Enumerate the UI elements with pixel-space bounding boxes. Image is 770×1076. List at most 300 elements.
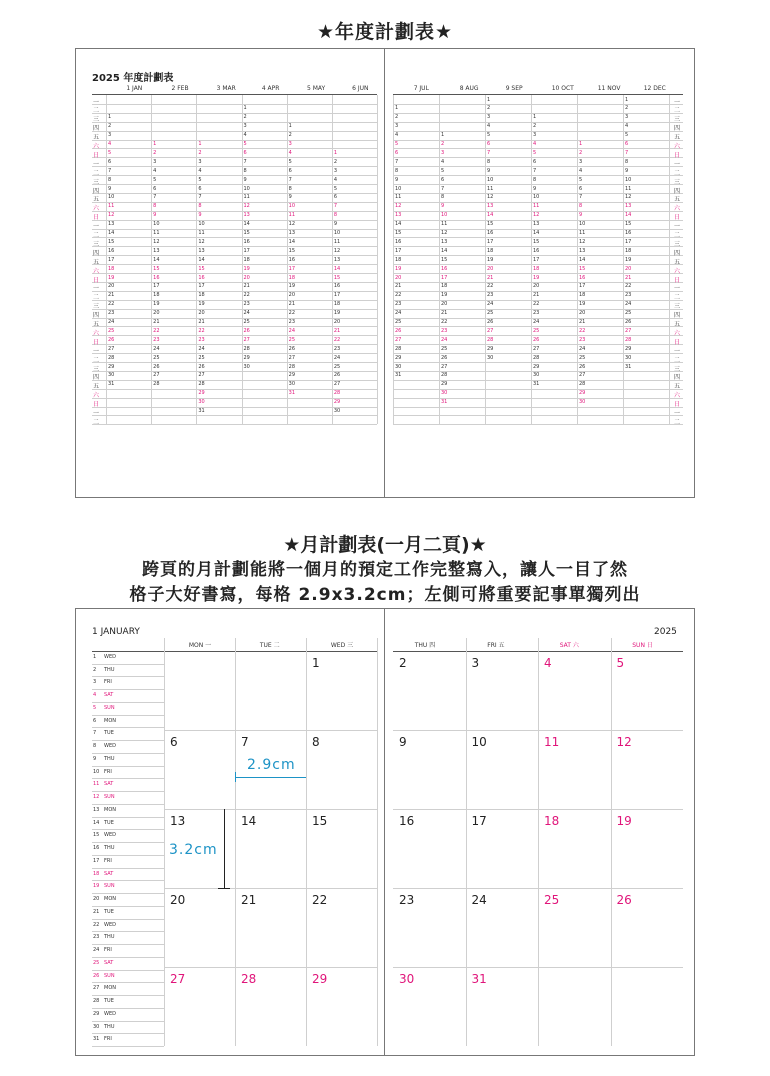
weekday-cell: 一 (674, 285, 681, 293)
side-list-day: 8 (93, 743, 97, 750)
side-list-weekday: FRI (104, 679, 112, 686)
weekday-cell: 二 (93, 418, 100, 426)
day-number: 10 (441, 212, 448, 219)
weekday-cell: 三 (93, 365, 100, 373)
day-number: 14 (487, 212, 494, 219)
day-number: 6 (395, 149, 399, 156)
weekday-cell: 六 (93, 205, 100, 213)
side-list-divider (164, 638, 165, 1046)
day-cell-number: 27 (170, 972, 186, 986)
day-number: 7 (288, 176, 292, 183)
column-rule (377, 95, 378, 424)
day-number: 5 (487, 132, 491, 139)
column-rule (151, 95, 152, 424)
day-number: 9 (441, 203, 445, 210)
day-number: 19 (333, 310, 341, 317)
side-list-weekday: SUN (104, 883, 115, 890)
side-list-day: 11 (93, 781, 100, 788)
day-number: 2 (198, 149, 202, 156)
day-number: 6 (288, 167, 292, 174)
day-number: 24 (198, 345, 205, 352)
day-number: 4 (288, 149, 292, 156)
side-list-rule (92, 919, 164, 920)
side-list-day: 20 (93, 896, 100, 903)
day-number: 31 (198, 408, 205, 414)
day-number: 26 (108, 336, 115, 343)
day-number: 21 (198, 319, 205, 325)
month-header: 5 MAY (306, 85, 326, 92)
side-list-weekday: FRI (104, 947, 112, 954)
row-rule (393, 157, 683, 158)
day-number: 19 (579, 301, 586, 308)
side-list-day: 23 (93, 934, 100, 941)
day-number: 17 (288, 265, 296, 272)
day-cell-number: 31 (471, 972, 487, 986)
day-number: 9 (108, 185, 112, 192)
weekday-cell: 日 (93, 401, 100, 409)
side-list-day: 22 (93, 921, 100, 928)
day-number: 3 (625, 114, 629, 121)
day-number: 5 (395, 141, 399, 147)
day-cell-number: 20 (170, 893, 186, 907)
day-number: 27 (533, 345, 540, 352)
day-number: 22 (108, 301, 115, 308)
side-list-day: 10 (93, 768, 100, 775)
side-list-rule (92, 1021, 164, 1022)
day-number: 19 (487, 256, 494, 263)
day-number: 28 (108, 354, 115, 361)
day-number: 2 (288, 132, 292, 139)
day-number: 13 (625, 203, 632, 210)
weekday-cell: 四 (674, 249, 681, 257)
side-list-day: 17 (93, 857, 100, 864)
side-list-weekday: TUE (104, 819, 114, 826)
row-rule (393, 415, 683, 416)
month-header: 7 JUL (413, 85, 429, 92)
side-list-day: 18 (93, 870, 100, 877)
day-number: 2 (395, 114, 399, 121)
weekday-cell: 一 (93, 410, 100, 417)
weekday-cell: 一 (93, 285, 100, 293)
day-number: 16 (487, 230, 494, 236)
day-number: 12 (625, 194, 632, 201)
day-number: 24 (243, 310, 250, 317)
day-number: 29 (579, 390, 586, 397)
day-number: 22 (625, 283, 632, 290)
height-measure-line (224, 809, 225, 888)
day-number: 12 (487, 194, 494, 201)
day-number: 21 (288, 301, 296, 308)
day-number: 26 (153, 363, 160, 370)
day-number: 15 (395, 230, 402, 236)
day-number: 24 (441, 336, 448, 343)
day-number: 22 (243, 292, 250, 299)
day-number: 5 (198, 176, 202, 183)
day-number: 23 (625, 292, 632, 299)
row-rule (393, 398, 683, 399)
day-number: 5 (533, 149, 537, 156)
day-number: 25 (487, 310, 494, 317)
day-number: 16 (243, 238, 250, 245)
side-list-weekday: THU (104, 755, 115, 762)
day-number: 27 (153, 372, 160, 379)
day-number: 16 (198, 274, 205, 281)
weekday-cell: 二 (674, 294, 681, 302)
side-list-rule (92, 702, 164, 703)
side-list-weekday: TUE (104, 998, 114, 1005)
day-number: 12 (243, 203, 250, 210)
side-list-rule (92, 906, 164, 907)
day-number: 23 (108, 310, 115, 317)
day-number: 11 (243, 194, 250, 201)
side-list-weekday: THU (104, 666, 115, 673)
side-list-rule (92, 855, 164, 856)
day-number: 27 (198, 372, 205, 379)
day-number: 26 (288, 345, 296, 352)
day-number: 1 (579, 141, 583, 147)
day-number: 3 (579, 158, 583, 165)
day-number: 13 (108, 221, 115, 228)
weekday-cell: 二 (674, 418, 681, 426)
day-number: 9 (395, 176, 399, 183)
weekday-cell: 五 (674, 196, 681, 204)
yearly-left-page (92, 83, 377, 483)
row-rule (393, 148, 683, 149)
side-list-day: 31 (93, 1036, 100, 1043)
day-number: 13 (441, 238, 448, 245)
day-number: 9 (333, 221, 338, 228)
spine-divider (384, 49, 385, 497)
weekday-cell: 一 (93, 98, 100, 106)
side-list-rule (92, 1033, 164, 1034)
weekday-cell: 五 (93, 383, 100, 391)
day-cell-number: 1 (312, 656, 320, 670)
side-list-rule (92, 970, 164, 971)
day-number: 29 (487, 345, 494, 352)
day-number: 20 (333, 319, 341, 325)
row-rule (393, 424, 683, 425)
day-number: 4 (533, 141, 537, 147)
day-number: 17 (108, 256, 115, 263)
day-number: 25 (395, 319, 402, 325)
day-number: 10 (487, 176, 494, 183)
column-rule (106, 95, 107, 424)
day-number: 8 (579, 203, 583, 210)
day-number: 30 (108, 372, 115, 379)
day-number: 20 (487, 265, 494, 272)
day-number: 30 (198, 399, 205, 406)
day-number: 3 (288, 141, 292, 147)
row-rule (92, 415, 377, 416)
side-list-weekday: WED (104, 743, 116, 750)
weekday-cell: 一 (93, 347, 100, 355)
side-list-day: 27 (93, 985, 100, 992)
side-list-weekday: WED (104, 832, 116, 839)
side-list-day: 24 (93, 947, 100, 954)
day-number: 23 (487, 292, 494, 299)
weekday-cell: 四 (93, 187, 100, 195)
side-list-rule (92, 842, 164, 843)
day-number: 14 (108, 230, 115, 236)
weekday-cell: 日 (674, 401, 681, 409)
day-number: 6 (108, 158, 112, 165)
day-number: 7 (441, 185, 445, 192)
month-header: 3 MAR (216, 85, 236, 92)
day-number: 18 (108, 265, 115, 272)
month-header: 8 AUG (459, 85, 479, 92)
day-number: 26 (625, 319, 632, 325)
day-number: 11 (108, 203, 115, 210)
day-number: 30 (333, 408, 341, 414)
side-list-weekday: SAT (104, 692, 114, 699)
day-number: 28 (487, 336, 494, 343)
day-number: 12 (441, 230, 448, 236)
day-number: 21 (243, 283, 250, 290)
day-number: 3 (441, 149, 445, 156)
day-number: 26 (243, 327, 250, 334)
day-number: 8 (243, 167, 247, 174)
day-number: 14 (243, 221, 250, 228)
weekday-cell: 四 (674, 374, 681, 382)
description-line-2: 格子大好書寫，每格 2.9x3.2cm；左側可將重要記事單獨列出 (129, 585, 641, 605)
side-list-day: 26 (93, 972, 100, 979)
weekday-cell: 六 (674, 329, 681, 337)
day-number: 19 (441, 292, 448, 299)
side-list-weekday: THU (104, 845, 115, 852)
day-number: 14 (288, 238, 296, 245)
weekday-cell: 四 (674, 312, 681, 320)
day-number: 7 (198, 194, 202, 201)
day-number: 15 (288, 247, 296, 254)
day-number: 28 (243, 345, 250, 352)
weekday-cell: 二 (674, 107, 681, 115)
day-number: 11 (333, 238, 341, 245)
day-number: 7 (625, 149, 629, 156)
day-number: 22 (395, 292, 402, 299)
monthly-plan-title: ★月計劃表(一月二頁)★ (283, 534, 487, 556)
height-measure-tick (218, 888, 230, 889)
day-cell-number: 13 (170, 814, 186, 828)
day-number: 31 (441, 399, 448, 406)
header-rule (393, 94, 683, 95)
day-number: 13 (487, 203, 494, 210)
yearly-planner-spread (75, 48, 695, 498)
weekday-cell: 二 (674, 232, 681, 239)
day-number: 15 (243, 230, 250, 236)
day-number: 1 (533, 114, 537, 121)
day-number: 8 (108, 176, 112, 183)
day-number: 18 (243, 256, 250, 263)
day-number: 1 (108, 114, 112, 121)
side-list-rule (92, 931, 164, 932)
day-number: 25 (533, 327, 540, 334)
weekday-header: MON 一 (188, 642, 212, 649)
day-number: 13 (153, 247, 160, 254)
weekday-cell: 六 (93, 143, 100, 150)
side-list-day: 9 (93, 755, 97, 762)
day-number: 13 (288, 230, 296, 236)
side-list-day: 13 (93, 806, 100, 813)
column-rule (531, 95, 532, 424)
weekday-header: TUE 二 (259, 642, 280, 649)
day-number: 18 (579, 292, 586, 299)
day-number: 12 (395, 203, 402, 210)
day-cell-number: 16 (399, 814, 415, 828)
weekday-cell: 六 (93, 329, 100, 337)
day-number: 23 (533, 310, 540, 317)
day-cell-number: 17 (471, 814, 487, 828)
grid-row-rule (164, 809, 377, 810)
day-number: 23 (153, 336, 160, 343)
side-list-rule (92, 817, 164, 818)
weekday-cell: 四 (93, 374, 100, 382)
side-list-day: 7 (93, 730, 97, 737)
yearly-right-page (393, 83, 683, 483)
weekday-cell: 三 (674, 365, 681, 373)
day-number: 10 (625, 176, 632, 183)
day-number: 31 (395, 372, 402, 379)
side-list-weekday: MON (104, 717, 116, 724)
description-line-1: 跨頁的月計劃能將一個月的預定工作完整寫入，讓人一目了然 (142, 560, 628, 580)
day-number: 20 (579, 310, 586, 317)
row-rule (393, 407, 683, 408)
grid-row-rule (393, 809, 683, 810)
day-number: 5 (243, 141, 247, 147)
day-cell-number: 26 (616, 893, 632, 907)
day-number: 17 (198, 283, 205, 290)
day-number: 2 (441, 141, 445, 147)
weekday-cell: 一 (93, 223, 100, 231)
day-number: 6 (533, 158, 537, 165)
day-number: 30 (441, 390, 448, 397)
weekday-cell: 六 (93, 392, 100, 400)
weekday-cell: 六 (674, 392, 681, 400)
side-list-weekday: SAT (104, 781, 114, 788)
day-number: 27 (333, 381, 341, 388)
side-list-weekday: MON (104, 896, 116, 903)
day-number: 11 (395, 194, 402, 201)
day-number: 30 (487, 354, 494, 361)
day-number: 6 (487, 141, 491, 147)
side-list-weekday: SUN (104, 794, 115, 801)
day-number: 14 (153, 256, 160, 263)
weekday-cell: 一 (674, 347, 681, 355)
side-list-rule (92, 727, 164, 728)
row-rule (393, 113, 683, 114)
day-number: 27 (579, 372, 586, 379)
day-number: 14 (533, 230, 540, 236)
day-number: 27 (288, 354, 296, 361)
weekday-cell: 三 (674, 240, 681, 248)
weekday-cell: 六 (674, 143, 681, 150)
side-list-rule (92, 880, 164, 881)
day-number: 22 (288, 310, 296, 317)
day-number: 11 (533, 203, 540, 210)
side-list-day: 29 (93, 1010, 100, 1017)
day-number: 2 (153, 149, 157, 156)
day-number: 27 (108, 345, 115, 352)
day-number: 19 (153, 301, 160, 308)
day-number: 29 (441, 381, 448, 388)
day-number: 7 (153, 194, 157, 201)
day-number: 28 (288, 363, 296, 370)
day-number: 8 (153, 203, 157, 210)
day-number: 1 (198, 141, 202, 147)
day-number: 6 (198, 185, 202, 192)
day-cell-number: 3 (471, 656, 480, 670)
weekday-cell: 日 (93, 214, 100, 222)
yearly-plan-title: ★年度計劃表★ (316, 21, 454, 43)
day-number: 30 (395, 363, 402, 370)
weekday-cell: 四 (674, 187, 681, 195)
side-list-day: 16 (93, 845, 100, 852)
day-cell-number: 24 (471, 893, 487, 907)
day-number: 6 (579, 185, 583, 192)
day-number: 29 (625, 345, 632, 352)
month-year-label: 2025 (654, 627, 677, 637)
day-number: 11 (487, 185, 494, 192)
day-number: 23 (441, 327, 448, 334)
day-cell-number: 10 (471, 735, 487, 749)
grid-row-rule (393, 888, 683, 889)
day-number: 8 (333, 212, 338, 219)
column-rule (393, 95, 394, 424)
day-number: 17 (625, 238, 632, 245)
day-number: 4 (243, 132, 247, 139)
day-number: 23 (395, 301, 402, 308)
day-number: 10 (533, 194, 540, 201)
side-list-rule (92, 804, 164, 805)
day-number: 29 (108, 363, 115, 370)
column-rule (669, 95, 670, 424)
day-number: 6 (243, 149, 247, 156)
weekday-cell: 二 (93, 107, 100, 115)
day-number: 6 (333, 194, 338, 201)
side-list-rule (92, 944, 164, 945)
day-number: 6 (153, 185, 157, 192)
day-number: 16 (579, 274, 586, 281)
day-number: 17 (487, 238, 494, 245)
day-number: 23 (579, 336, 586, 343)
weekday-cell: 一 (93, 160, 100, 168)
day-number: 20 (243, 274, 250, 281)
side-list-day: 25 (93, 959, 100, 966)
day-number: 16 (153, 274, 160, 281)
day-number: 2 (243, 114, 247, 121)
day-number: 15 (108, 238, 115, 245)
day-number: 16 (533, 247, 540, 254)
side-list-rule (92, 689, 164, 690)
day-number: 4 (487, 123, 491, 130)
day-cell-number: 21 (241, 893, 257, 907)
day-number: 28 (333, 390, 341, 397)
day-number: 25 (198, 354, 205, 361)
side-list-weekday: WED (104, 921, 116, 928)
day-number: 1 (487, 96, 491, 103)
day-number: 10 (288, 203, 296, 210)
day-number: 29 (288, 372, 296, 379)
day-number: 17 (579, 283, 586, 290)
day-number: 15 (198, 265, 205, 272)
side-list-weekday: MON (104, 985, 116, 992)
day-cell-number: 23 (399, 893, 415, 907)
day-number: 20 (288, 292, 296, 299)
month-header: 12 DEC (643, 85, 666, 92)
day-number: 29 (333, 399, 341, 406)
side-list-day: 14 (93, 819, 100, 826)
side-list-rule (92, 715, 164, 716)
day-number: 5 (288, 158, 292, 165)
